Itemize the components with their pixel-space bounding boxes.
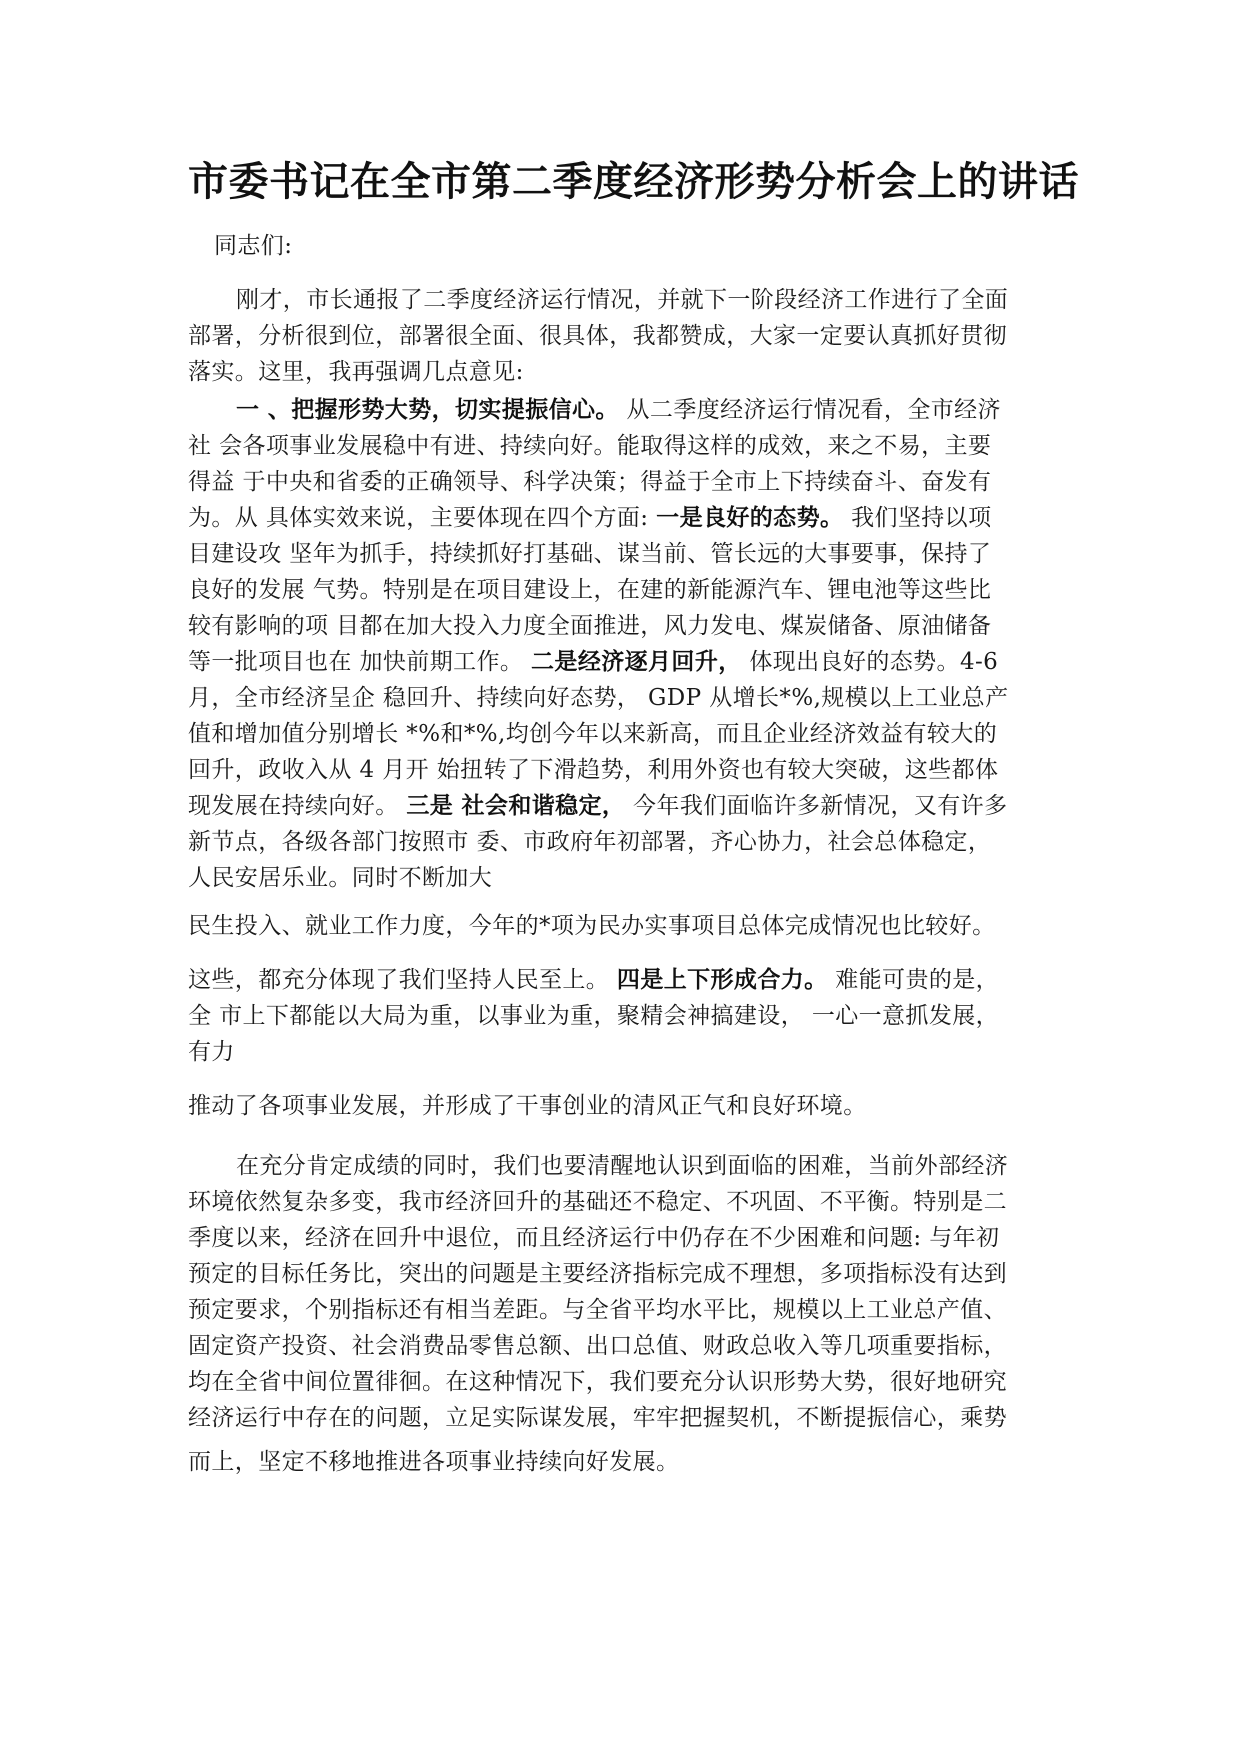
paragraph-line	[188, 644, 1060, 680]
greeting-text: 同志们:	[214, 233, 293, 259]
paragraph-text: 这些，都充分体现了我们坚持人民至上。	[188, 967, 617, 993]
point-heading: 一是良好的态势。	[656, 504, 844, 531]
paragraph-text: 等一批项目也在 加快前期工作。	[188, 649, 532, 675]
section-heading: 一 、把握形势大势，切实提振信心。	[236, 396, 619, 423]
paragraph-line: 环境依然复杂多变，我市经济回升的基础还不稳定、不巩固、不平衡。特别是二	[188, 1189, 1007, 1215]
paragraph-line: 固定资产投资、社会消费品零售总额、出口总值、财政总收入等几项重要指标，	[188, 1333, 1007, 1359]
paragraph-line: 民生投入、就业工作力度，今年的*项为民办实事项目总体完成情况也比较好。	[188, 913, 996, 939]
paragraph-line	[188, 500, 1060, 536]
paragraph-line: 而上，坚定不移地推进各项事业持续向好发展。	[188, 1449, 680, 1475]
paragraph-line: 得益 于中央和省委的正确领导、科学决策；得益于全市上下持续奋斗、奋发有	[188, 469, 992, 495]
paragraph-line: 季度以来，经济在回升中退位，而且经济运行中仍存在不少困难和问题: 与年初	[188, 1225, 1000, 1251]
paragraph-line: 社 会各项事业发展稳中有进、持续向好。能取得这样的成效，来之不易，主要	[188, 433, 992, 459]
paragraph-line	[188, 392, 1060, 428]
paragraph-text: 从二季度经济运行情况看，全市经济	[618, 397, 1001, 423]
paragraph-line: 在充分肯定成绩的同时，我们也要清醒地认识到面临的困难，当前外部经济	[236, 1153, 1009, 1179]
paragraph-cooperation	[188, 962, 1060, 1070]
paragraph-line: 全 市上下都能以大局为重，以事业为重，聚精会神搞建设， 一心一意抓发展，	[188, 1003, 1000, 1029]
paragraph-line: 预定要求，个别指标还有相当差距。与全省平均水平比，规模以上工业总产值、	[188, 1297, 1007, 1323]
paragraph-line: 均在全省中间位置徘徊。在这种情况下，我们要充分认识形势大势，很好地研究	[188, 1369, 1007, 1395]
paragraph-line	[188, 962, 1060, 998]
paragraph-line: 回升，政收入从 4 月开 始扭转了下滑趋势，利用外资也有较大突破，这些都体	[188, 757, 999, 783]
paragraph-line: 经济运行中存在的问题，立足实际谋发展，牢牢把握契机，不断提振信心，乘势	[188, 1405, 1007, 1431]
paragraph-line: 有力	[188, 1039, 235, 1065]
paragraph-line: 值和增加值分别增长 *%和*%,均创今年以来新高，而且企业经济效益有较大的	[188, 721, 998, 747]
paragraph-text: 现发展在持续向好。	[188, 793, 407, 819]
paragraph-line: 推动了各项事业发展，并形成了干事创业的清风正气和良好环境。	[188, 1093, 867, 1119]
paragraph-line: 目建设攻 坚年为抓手，持续抓好打基础、谋当前、管长远的大事要事，保持了	[188, 541, 992, 567]
paragraph-line: 预定的目标任务比，突出的问题是主要经济指标完成不理想，多项指标没有达到	[188, 1261, 1007, 1287]
paragraph-text: 我们坚持以项	[843, 505, 992, 531]
point-heading: 二是经济逐月回升，	[531, 648, 742, 675]
paragraph-environment	[188, 1088, 1060, 1124]
paragraph-text: 体现出良好的态势。4-6	[741, 649, 999, 675]
paragraph-line: 良好的发展 气势。特别是在项目建设上，在建的新能源汽车、锂电池等这些比	[188, 577, 992, 603]
paragraph-line	[188, 788, 1060, 824]
paragraph-line: 月，全市经济呈企 稳回升、持续向好态势， GDP 从增长*%,规模以上工业总产	[188, 685, 1009, 711]
paragraph-text: 难能可贵的是，	[827, 967, 1000, 993]
paragraph-text: 今年我们面临许多新情况，又有许多	[625, 793, 1008, 819]
paragraph-closing	[188, 1444, 1060, 1480]
paragraph-line: 新节点，各级各部门按照市 委、市政府年初部署，齐心协力，社会总体稳定，	[188, 829, 992, 855]
page-title: 市委书记在全市第二季度经济形势分析会上的讲话	[188, 158, 1079, 205]
paragraph-text: 为。从 具体实效来说，主要体现在四个方面:	[188, 505, 657, 531]
point-heading: 四是上下形成合力。	[616, 966, 828, 993]
paragraph-line: 部署，分析很到位，部署很全面、很具体，我都赞成，大家一定要认真抓好贯彻	[188, 323, 1007, 349]
paragraph-line: 落实。这里，我再强调几点意见:	[188, 359, 524, 385]
paragraph-line: 人民安居乐业。同时不断加大	[188, 865, 493, 891]
paragraph-line: 刚才，市长通报了二季度经济运行情况，并就下一阶段经济工作进行了全面	[236, 287, 1009, 313]
section-one	[188, 392, 1060, 896]
greeting	[214, 228, 1086, 264]
paragraph-livelihood	[188, 908, 1060, 944]
paragraph-difficulties	[188, 1148, 1060, 1436]
paragraph-line: 较有影响的项 目都在加大投入力度全面推进，风力发电、煤炭储备、原油储备	[188, 613, 992, 639]
point-heading: 三是 社会和谐稳定，	[406, 792, 626, 819]
paragraph-opening	[188, 282, 1060, 390]
